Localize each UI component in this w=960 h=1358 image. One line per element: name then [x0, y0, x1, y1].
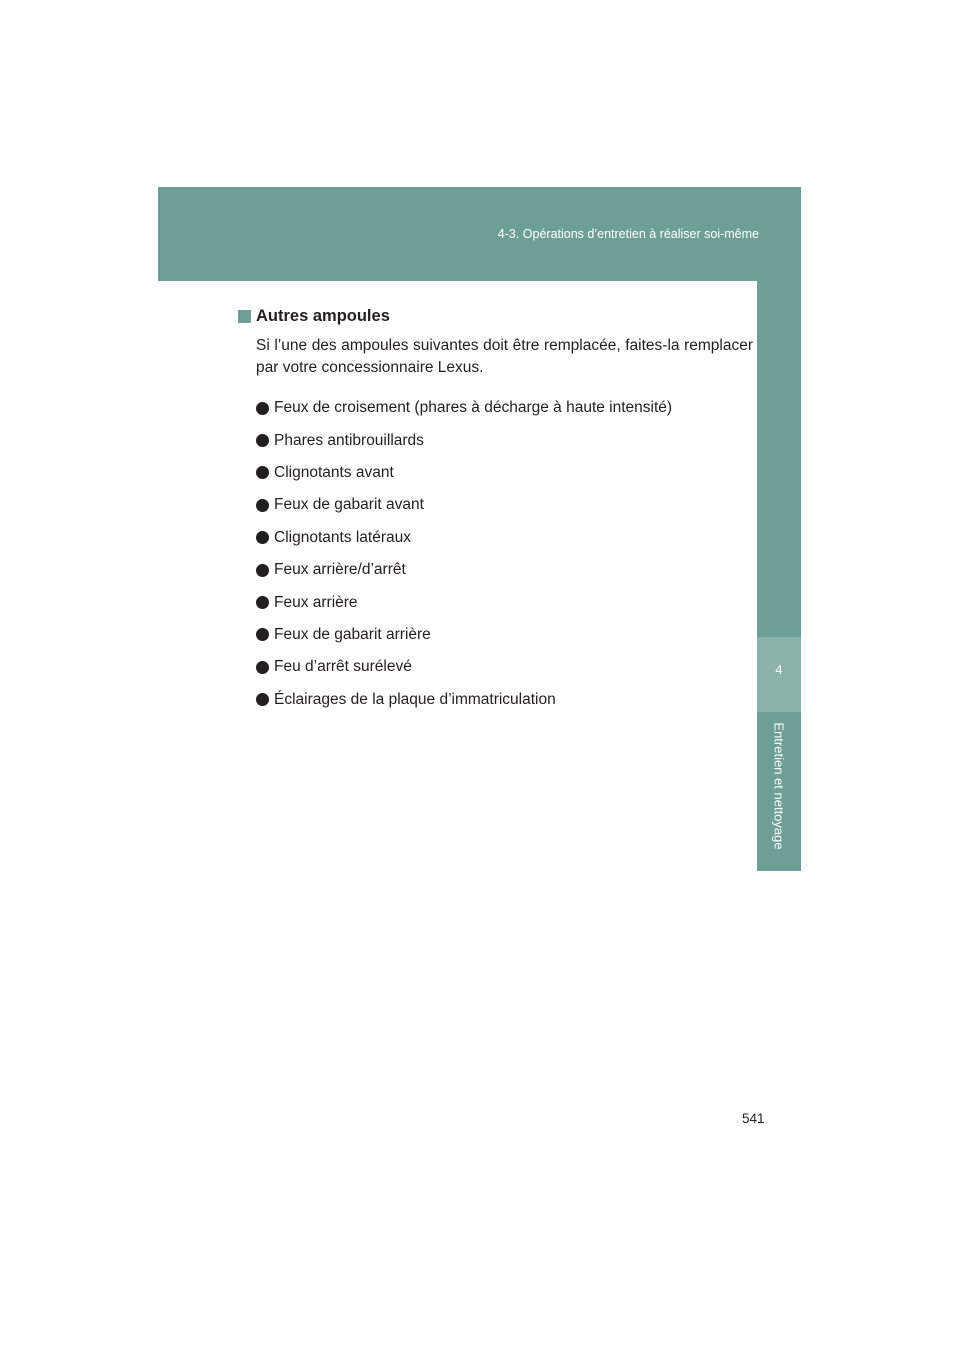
- bullet-dot-icon: [256, 693, 269, 706]
- bullet-dot-icon: [256, 531, 269, 544]
- bullet-dot-icon: [256, 661, 269, 674]
- list-item: [256, 522, 758, 554]
- list-item: [256, 554, 758, 586]
- section-heading-text: Autres ampoules: [256, 306, 390, 325]
- bullet-dot-icon: [256, 499, 269, 512]
- list-item: [256, 651, 758, 683]
- main-content: [238, 304, 758, 716]
- list-item-text: Feux arrière: [274, 593, 358, 611]
- list-item: [256, 619, 758, 651]
- list-item-text: Feux de gabarit arrière: [274, 625, 431, 643]
- list-item-text: Phares antibrouillards: [274, 431, 424, 449]
- list-item-text: Feux de croisement (phares à décharge à haute intensité): [274, 399, 673, 417]
- list-item: [256, 586, 758, 618]
- page-number: 541: [742, 1111, 765, 1126]
- section-header-title: 4-3. Opérations d’entretien à réaliser soi-même: [497, 227, 759, 241]
- chapter-label: Entretien et nettoyage: [771, 722, 787, 850]
- list-item-text: Feux de gabarit avant: [274, 496, 424, 514]
- bullet-dot-icon: [256, 628, 269, 641]
- list-item: [256, 684, 758, 716]
- section-heading: [238, 304, 758, 328]
- list-item: [256, 392, 758, 424]
- list-item-text: Clignotants latéraux: [274, 528, 411, 546]
- list-item-text: Feu d’arrêt surélevé: [274, 658, 412, 676]
- chapter-number-box: [757, 637, 801, 712]
- list-item-text: Clignotants avant: [274, 463, 394, 481]
- list-item-text: Feux arrière/d’arrêt: [274, 561, 406, 579]
- bulb-list: [256, 392, 758, 716]
- bullet-dot-icon: [256, 564, 269, 577]
- bullet-dot-icon: [256, 434, 269, 447]
- square-bullet-icon: [238, 310, 251, 323]
- list-item: [256, 457, 758, 489]
- list-item-text: Éclairages de la plaque d’immatriculation: [274, 690, 556, 708]
- bullet-dot-icon: [256, 596, 269, 609]
- chapter-number: 4: [775, 662, 783, 677]
- list-item: [256, 489, 758, 521]
- bullet-dot-icon: [256, 466, 269, 479]
- list-item: [256, 424, 758, 456]
- header-band: [158, 187, 801, 281]
- intro-paragraph: Si l’une des ampoules suivantes doit être remplacée, faites-la remplacer par votre concessionnaire Lexus.: [256, 337, 753, 376]
- bullet-dot-icon: [256, 402, 269, 415]
